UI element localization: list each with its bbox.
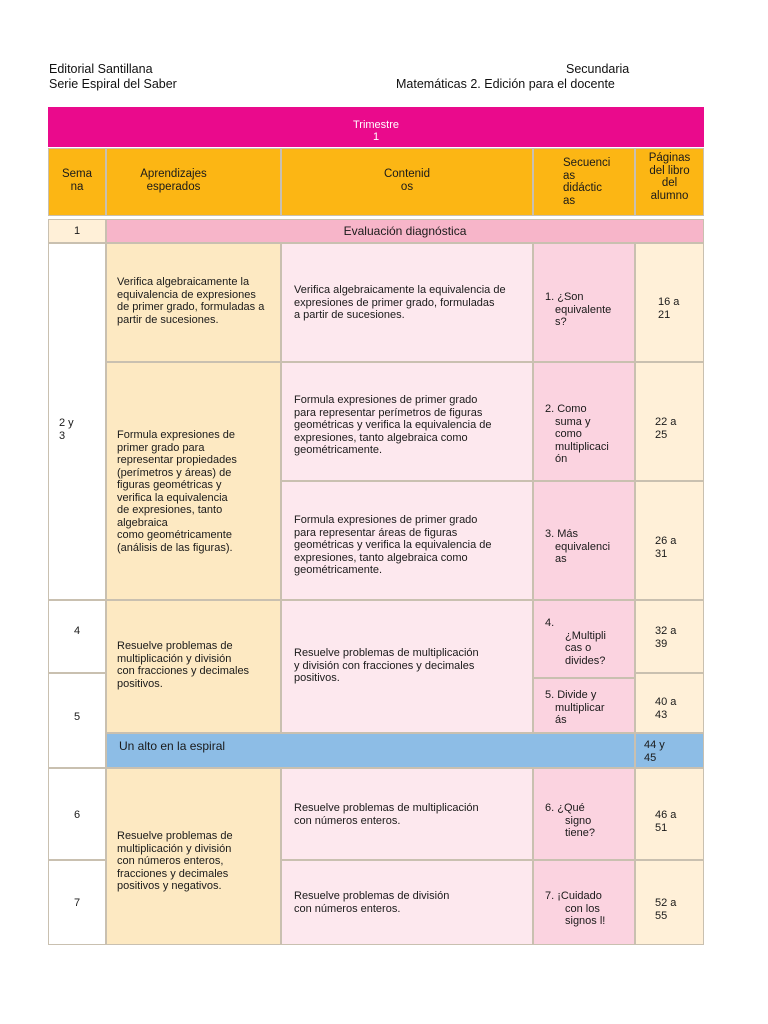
spiral-pause-row: Un alto en la espiral [106,733,635,768]
week-cell-7: 7 [48,860,106,945]
column-header-secuencias: Secuenci as didáctic as [533,148,635,216]
paginas-cell-3: 26 a 31 [635,481,704,600]
contenido-cell-2: Formula expresiones de primer grado para representar perímetros de figuras geométricas y verifica la equivalencia de expresiones, tanto algebraica como geométricamente. [281,362,533,481]
paginas-cell-4: 32 a 39 [635,600,704,673]
paginas-cell-2: 22 a 25 [635,362,704,481]
series-name: Serie Espiral del Saber [49,77,177,91]
paginas-cell-5: 40 a 43 [635,673,704,733]
secuencia-cell-2: 2. Como suma y como multiplicaci ón [533,362,635,481]
trimester-number: 1 [372,131,380,143]
trimester-banner [48,107,704,147]
paginas-cell-1: 16 a 21 [635,243,704,362]
column-header-paginas: Páginas del libro del alumno [635,148,704,216]
contenido-cell-5: Resuelve problemas de multiplicación con números enteros. [281,768,533,860]
document-header-left [49,62,177,92]
column-header-aprendizajes: Aprendizajes esperados [106,148,281,216]
contenido-cell-1: Verifica algebraicamente la equivalencia de expresiones de primer grado, formuladas a partir de sucesiones. [281,243,533,362]
trimester-label: Trimestre [352,119,400,131]
week-cell-6: 6 [48,768,106,860]
secuencia-cell-4: 4. ¿Multipli cas o divides? [533,600,635,678]
secuencia-cell-3: 3. Más equivalenci as [533,481,635,600]
aprendizaje-cell-2: Formula expresiones de primer grado para representar propiedades (perímetros y áreas) de figuras geométricas y verifica la equivalencia de expresiones, tanto algebraica como geométricamente (análisis de las figuras). [106,362,281,600]
aprendizaje-cell-1: Verifica algebraicamente la equivalencia de expresiones de primer grado, formuladas a partir de sucesiones. [106,243,281,362]
publisher-name: Editorial Santillana [49,62,153,76]
secuencia-cell-1: 1. ¿Son equivalente s? [533,243,635,362]
week-cell-4: 4 [48,600,106,673]
secuencia-cell-5: 5. Divide y multiplicar ás [533,678,635,733]
secuencia-cell-6: 6. ¿Qué signo tiene? [533,768,635,860]
paginas-cell-6: 46 a 51 [635,768,704,860]
document-header-right [396,62,629,92]
aprendizaje-cell-3: Resuelve problemas de multiplicación y división con fracciones y decimales positivos. [106,600,281,733]
secuencia-cell-7: 7. ¡Cuidado con los signos l! [533,860,635,945]
book-title: Matemáticas 2. Edición para el docente [396,77,615,91]
aprendizaje-cell-4: Resuelve problemas de multiplicación y división con números enteros, fracciones y decimales positivos y negativos. [106,768,281,945]
evaluation-diagnostic-row: Evaluación diagnóstica [106,219,704,243]
contenido-cell-6: Resuelve problemas de división con números enteros. [281,860,533,945]
week-cell-5: 5 [48,673,106,768]
contenido-cell-3: Formula expresiones de primer grado para representar áreas de figuras geométricas y verifica la equivalencia de expresiones, tanto algebraica como geométricamente. [281,481,533,600]
column-header-semana: Sema na [48,148,106,216]
week-cell-2-3: 2 y 3 [48,243,106,600]
paginas-cell-7: 52 a 55 [635,860,704,945]
week-cell-1: 1 [48,219,106,243]
spiral-pause-pages: 44 y 45 [635,733,704,768]
column-header-contenidos: Contenid os [281,148,533,216]
school-level: Secundaria [566,62,630,76]
contenido-cell-4: Resuelve problemas de multiplicación y división con fracciones y decimales positivos. [281,600,533,733]
